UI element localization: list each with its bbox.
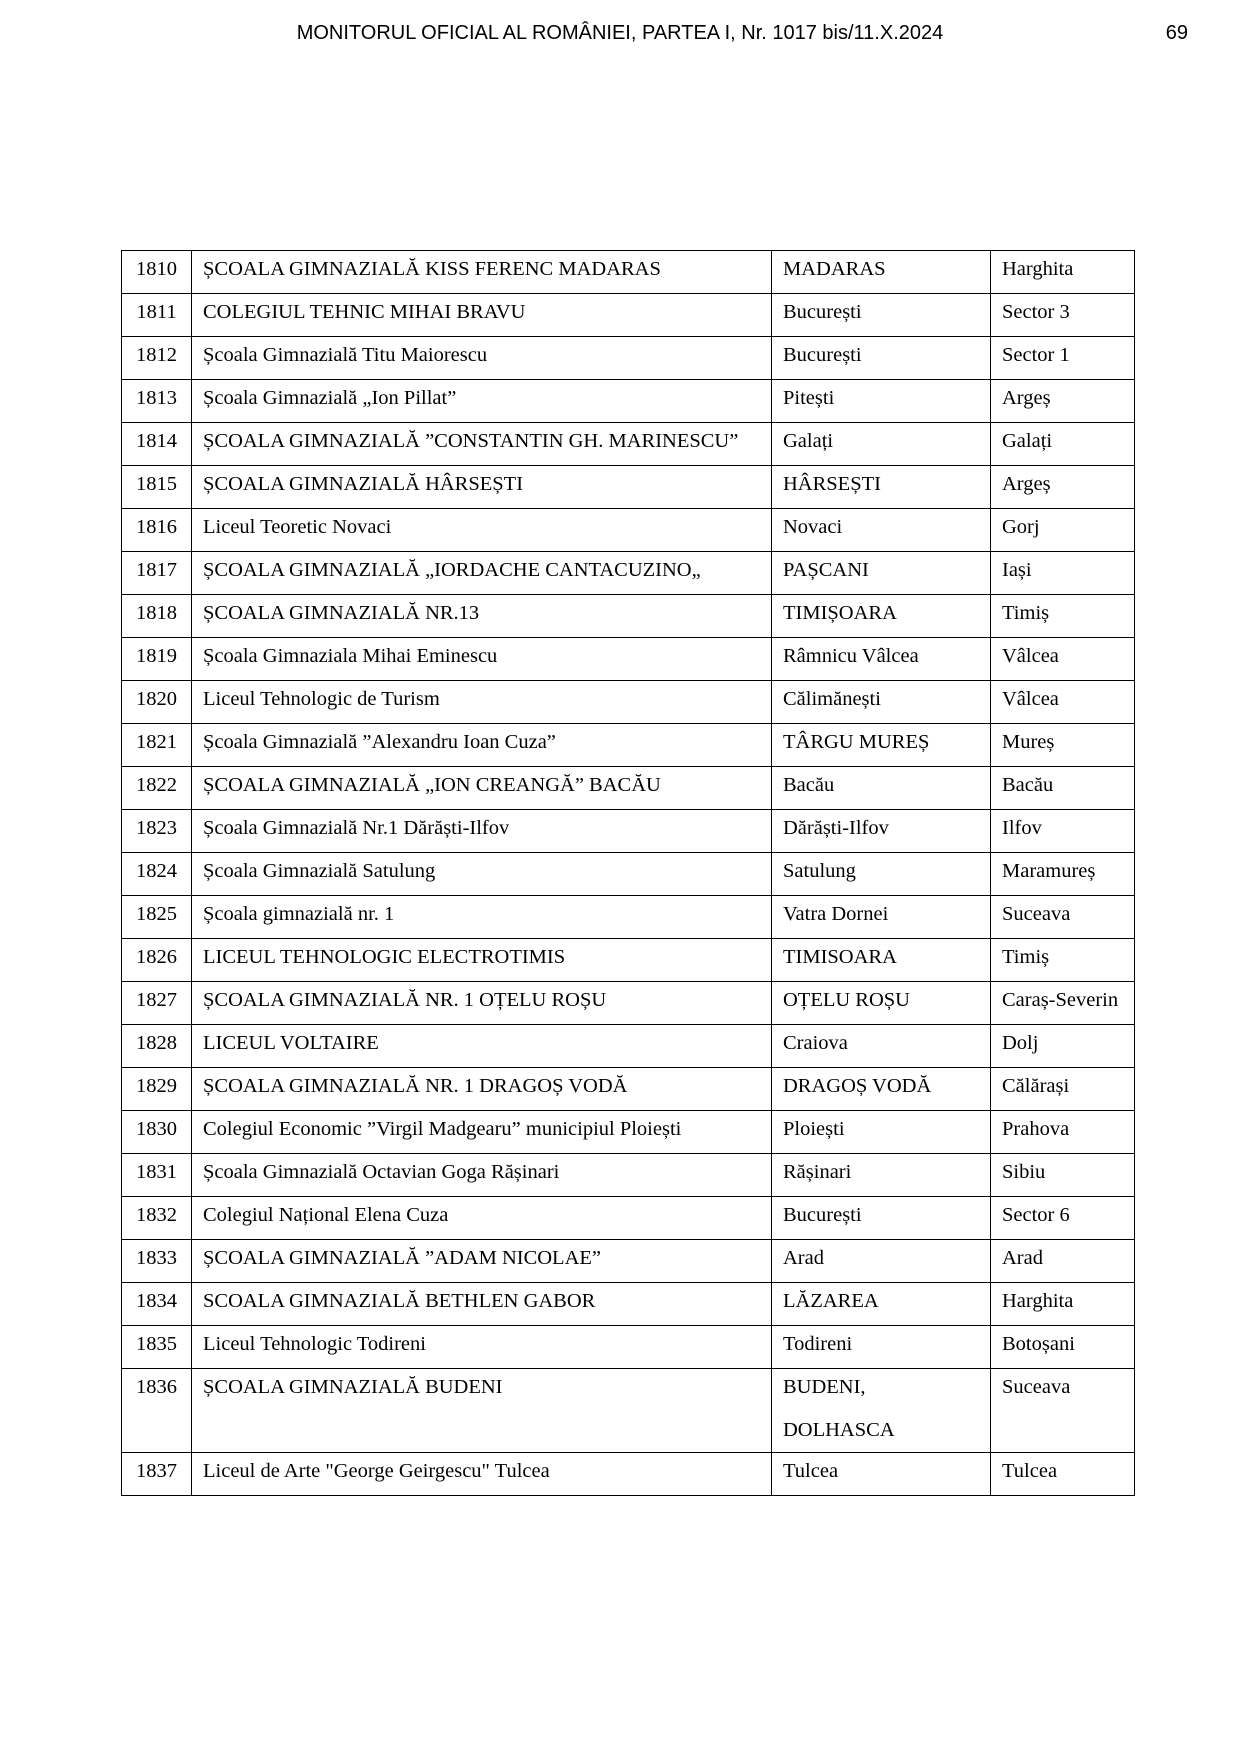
row-number-cell [122,1025,192,1068]
locality-cell [772,1453,991,1496]
row-number-cell [122,251,192,294]
locality-cell-text: Galați [783,430,834,452]
county-cell-text: Arad [1002,1247,1043,1269]
row-number-cell [122,423,192,466]
county-cell-text: Dolj [1002,1032,1039,1054]
row-number-cell [122,466,192,509]
header-title: MONITORUL OFICIAL AL ROMÂNIEI, PARTEA I, Nr. 1017 bis/11.X.2024 [296,22,944,44]
school-name-cell-text: ȘCOALA GIMNAZIALĂ BUDENI [203,1376,503,1398]
table-row [122,595,1135,638]
table-row [122,466,1135,509]
county-cell-text: Prahova [1002,1118,1070,1140]
school-name-cell-text: ȘCOALA GIMNAZIALĂ NR. 1 OȚELU ROȘU [203,989,607,1011]
locality-cell-text: Râmnicu Vâlcea [783,645,919,667]
row-number-cell-text: 1830 [136,1118,177,1140]
locality-cell [772,509,991,552]
locality-cell-text: Ploiești [783,1118,845,1140]
table-row [122,939,1135,982]
row-number-cell-text: 1823 [136,817,177,839]
school-name-cell [192,1068,772,1111]
locality-cell [772,1025,991,1068]
row-number-cell [122,810,192,853]
school-name-cell [192,810,772,853]
locality-cell-text: BUDENI, DOLHASCA [783,1376,895,1441]
county-cell [991,1240,1135,1283]
county-cell-text: Iași [1002,559,1032,581]
school-name-cell [192,1240,772,1283]
county-cell [991,681,1135,724]
county-cell-text: Sector 6 [1002,1204,1070,1226]
school-name-cell-text: Liceul Tehnologic Todireni [203,1333,426,1355]
school-name-cell-text: ȘCOALA GIMNAZIALĂ „IORDACHE CANTACUZINO„ [203,559,701,581]
school-name-cell-text: Liceul Tehnologic de Turism [203,688,440,710]
locality-cell-text: București [783,301,862,323]
row-number-cell [122,853,192,896]
row-number-cell [122,294,192,337]
county-cell [991,1154,1135,1197]
locality-cell [772,1240,991,1283]
county-cell-text: Timiș [1002,946,1050,968]
school-name-cell [192,251,772,294]
row-number-cell [122,982,192,1025]
row-number-cell-text: 1825 [136,903,177,925]
county-cell [991,1025,1135,1068]
county-cell [991,337,1135,380]
school-name-cell-text: LICEUL VOLTAIRE [203,1032,379,1054]
locality-cell-text: Călimănești [783,688,881,710]
county-cell-text: Vâlcea [1002,645,1059,667]
county-cell-text: Galați [1002,430,1053,452]
locality-cell-text: București [783,344,862,366]
county-cell [991,294,1135,337]
table-row [122,1369,1135,1453]
row-number-cell-text: 1836 [136,1376,177,1398]
locality-cell-text: Craiova [783,1032,848,1054]
school-name-cell-text: Școala Gimnazială Nr.1 Dărăști-Ilfov [203,817,510,839]
row-number-cell [122,552,192,595]
locality-cell [772,1068,991,1111]
row-number-cell-text: 1833 [136,1247,177,1269]
school-name-cell-text: ȘCOALA GIMNAZIALĂ „ION CREANGĂ” BACĂU [203,774,661,796]
school-name-cell-text: Liceul Teoretic Novaci [203,516,392,538]
schools-table-body [122,251,1135,1496]
county-cell [991,896,1135,939]
table-row [122,1197,1135,1240]
locality-cell-text: MADARAS [783,258,886,280]
table-row [122,1068,1135,1111]
locality-cell [772,552,991,595]
row-number-cell-text: 1814 [136,430,177,452]
row-number-cell-text: 1811 [136,301,177,323]
county-cell-text: Mureș [1002,731,1055,753]
table-row [122,1111,1135,1154]
school-name-cell [192,638,772,681]
school-name-cell-text: ȘCOALA GIMNAZIALĂ KISS FERENC MADARAS [203,258,661,280]
school-name-cell [192,896,772,939]
county-cell [991,1111,1135,1154]
row-number-cell [122,1326,192,1369]
row-number-cell-text: 1810 [136,258,177,280]
school-name-cell [192,681,772,724]
county-cell-text: Bacău [1002,774,1054,796]
school-name-cell-text: Colegiul Economic ”Virgil Madgearu” municipiul Ploiești [203,1118,682,1140]
table-row [122,1326,1135,1369]
table-row [122,681,1135,724]
locality-cell-text: TIMISOARA [783,946,897,968]
locality-cell-text: Vatra Dornei [783,903,889,925]
row-number-cell-text: 1832 [136,1204,177,1226]
school-name-cell [192,466,772,509]
county-cell-text: Argeș [1002,473,1051,495]
row-number-cell-text: 1816 [136,516,177,538]
row-number-cell [122,1283,192,1326]
locality-cell-text: Bacău [783,774,835,796]
row-number-cell [122,724,192,767]
school-name-cell [192,853,772,896]
locality-cell [772,1111,991,1154]
school-name-cell-text: Colegiul Național Elena Cuza [203,1204,449,1226]
county-cell [991,595,1135,638]
table-row [122,982,1135,1025]
school-name-cell [192,1453,772,1496]
county-cell [991,810,1135,853]
locality-cell [772,1197,991,1240]
locality-cell-text: PAȘCANI [783,559,869,581]
locality-cell [772,1326,991,1369]
locality-cell-text: LĂZAREA [783,1290,879,1312]
table-row [122,853,1135,896]
county-cell [991,853,1135,896]
row-number-cell [122,595,192,638]
county-cell [991,939,1135,982]
page-number: 69 [1165,22,1188,44]
table-row [122,724,1135,767]
school-name-cell-text: ȘCOALA GIMNAZIALĂ HÂRSEȘTI [203,473,524,495]
county-cell [991,724,1135,767]
row-number-cell-text: 1834 [136,1290,177,1312]
row-number-cell-text: 1821 [136,731,177,753]
table-row [122,1240,1135,1283]
table-row [122,380,1135,423]
row-number-cell-text: 1831 [136,1161,177,1183]
table-row [122,896,1135,939]
locality-cell [772,939,991,982]
locality-cell-text: Todireni [783,1333,853,1355]
county-cell [991,423,1135,466]
county-cell-text: Caraș-Severin [1002,989,1119,1011]
table-row [122,1025,1135,1068]
table-row [122,767,1135,810]
school-name-cell-text: Școala Gimnazială Octavian Goga Rășinari [203,1161,560,1183]
row-number-cell [122,1453,192,1496]
row-number-cell-text: 1828 [136,1032,177,1054]
locality-cell [772,724,991,767]
locality-cell-text: Dărăști-Ilfov [783,817,889,839]
locality-cell [772,1369,991,1453]
row-number-cell-text: 1815 [136,473,177,495]
county-cell [991,466,1135,509]
county-cell [991,1453,1135,1496]
row-number-cell-text: 1824 [136,860,177,882]
school-name-cell [192,509,772,552]
county-cell [991,1326,1135,1369]
row-number-cell-text: 1829 [136,1075,177,1097]
school-name-cell-text: COLEGIUL TEHNIC MIHAI BRAVU [203,301,526,323]
school-name-cell [192,337,772,380]
row-number-cell-text: 1813 [136,387,177,409]
school-name-cell-text: Școala Gimnazială „Ion Pillat” [203,387,457,409]
school-name-cell [192,1283,772,1326]
locality-cell [772,681,991,724]
school-name-cell [192,595,772,638]
school-name-cell [192,1369,772,1453]
locality-cell-text: Tulcea [783,1460,839,1482]
locality-cell [772,767,991,810]
row-number-cell-text: 1827 [136,989,177,1011]
locality-cell-text: Satulung [783,860,856,882]
row-number-cell [122,1154,192,1197]
table-row [122,810,1135,853]
locality-cell [772,380,991,423]
locality-cell-text: TÂRGU MUREȘ [783,731,930,753]
county-cell-text: Sector 1 [1002,344,1070,366]
locality-cell [772,251,991,294]
county-cell-text: Suceava [1002,1376,1071,1398]
row-number-cell [122,1240,192,1283]
locality-cell [772,595,991,638]
locality-cell [772,466,991,509]
locality-cell [772,853,991,896]
row-number-cell [122,896,192,939]
county-cell [991,638,1135,681]
school-name-cell [192,982,772,1025]
county-cell [991,380,1135,423]
county-cell-text: Maramureș [1002,860,1096,882]
locality-cell [772,1283,991,1326]
table-row [122,552,1135,595]
school-name-cell [192,1025,772,1068]
school-name-cell [192,1154,772,1197]
school-name-cell-text: ȘCOALA GIMNAZIALĂ ”ADAM NICOLAE” [203,1247,601,1269]
school-name-cell-text: Liceul de Arte "George Geirgescu" Tulcea [203,1460,550,1482]
row-number-cell-text: 1837 [136,1460,177,1482]
county-cell-text: Ilfov [1002,817,1042,839]
row-number-cell [122,1068,192,1111]
locality-cell [772,896,991,939]
page-header [0,22,1240,52]
row-number-cell-text: 1812 [136,344,177,366]
school-name-cell [192,724,772,767]
county-cell-text: Sector 3 [1002,301,1070,323]
locality-cell [772,423,991,466]
row-number-cell-text: 1822 [136,774,177,796]
row-number-cell [122,1111,192,1154]
row-number-cell [122,939,192,982]
school-name-cell-text: Școala Gimnazială Titu Maiorescu [203,344,488,366]
row-number-cell [122,638,192,681]
locality-cell-text: București [783,1204,862,1226]
locality-cell-text: OȚELU ROȘU [783,989,910,1011]
school-name-cell-text: SCOALA GIMNAZIALĂ BETHLEN GABOR [203,1290,596,1312]
county-cell-text: Botoșani [1002,1333,1075,1355]
county-cell-text: Harghita [1002,258,1074,280]
row-number-cell-text: 1835 [136,1333,177,1355]
county-cell [991,982,1135,1025]
row-number-cell-text: 1818 [136,602,177,624]
row-number-cell-text: 1817 [136,559,177,581]
table-row [122,337,1135,380]
row-number-cell [122,509,192,552]
row-number-cell-text: 1826 [136,946,177,968]
county-cell [991,1283,1135,1326]
locality-cell [772,294,991,337]
table-row [122,251,1135,294]
table-row [122,509,1135,552]
row-number-cell [122,337,192,380]
school-name-cell-text: ȘCOALA GIMNAZIALĂ ”CONSTANTIN GH. MARINESCU” [203,430,739,452]
county-cell-text: Sibiu [1002,1161,1046,1183]
county-cell-text: Călărași [1002,1075,1070,1097]
county-cell-text: Vâlcea [1002,688,1059,710]
school-name-cell-text: ȘCOALA GIMNAZIALĂ NR.13 [203,602,480,624]
table-row [122,1283,1135,1326]
locality-cell-text: Pitești [783,387,835,409]
locality-cell [772,1154,991,1197]
school-name-cell [192,767,772,810]
county-cell [991,1369,1135,1453]
county-cell [991,1068,1135,1111]
schools-table [121,250,1135,1496]
county-cell [991,767,1135,810]
locality-cell-text: TIMIȘOARA [783,602,897,624]
county-cell-text: Argeș [1002,387,1051,409]
locality-cell [772,982,991,1025]
school-name-cell [192,939,772,982]
county-cell-text: Timiș [1002,602,1050,624]
table-row [122,294,1135,337]
county-cell [991,552,1135,595]
row-number-cell-text: 1819 [136,645,177,667]
school-name-cell-text: LICEUL TEHNOLOGIC ELECTROTIMIS [203,946,566,968]
row-number-cell [122,1197,192,1240]
locality-cell-text: Rășinari [783,1161,852,1183]
table-row [122,638,1135,681]
county-cell [991,251,1135,294]
locality-cell [772,638,991,681]
school-name-cell [192,552,772,595]
county-cell-text: Harghita [1002,1290,1074,1312]
school-name-cell-text: ȘCOALA GIMNAZIALĂ NR. 1 DRAGOȘ VODĂ [203,1075,628,1097]
school-name-cell-text: Școala Gimnazială ”Alexandru Ioan Cuza” [203,731,556,753]
school-name-cell-text: Școala Gimnazială Satulung [203,860,436,882]
row-number-cell [122,681,192,724]
row-number-cell [122,767,192,810]
row-number-cell [122,1369,192,1453]
school-name-cell [192,294,772,337]
school-name-cell [192,1326,772,1369]
table-row [122,423,1135,466]
table-row [122,1453,1135,1496]
table-row [122,1154,1135,1197]
locality-cell-text: Novaci [783,516,843,538]
school-name-cell [192,1197,772,1240]
locality-cell [772,337,991,380]
locality-cell-text: HÂRSEȘTI [783,473,881,495]
locality-cell-text: DRAGOȘ VODĂ [783,1075,932,1097]
county-cell [991,1197,1135,1240]
locality-cell [772,810,991,853]
county-cell-text: Tulcea [1002,1460,1058,1482]
county-cell [991,509,1135,552]
school-name-cell [192,423,772,466]
county-cell-text: Gorj [1002,516,1040,538]
school-name-cell [192,1111,772,1154]
school-name-cell [192,380,772,423]
school-name-cell-text: Școala gimnazială nr. 1 [203,903,395,925]
county-cell-text: Suceava [1002,903,1071,925]
row-number-cell [122,380,192,423]
locality-cell-text: Arad [783,1247,824,1269]
school-name-cell-text: Școala Gimnaziala Mihai Eminescu [203,645,498,667]
row-number-cell-text: 1820 [136,688,177,710]
